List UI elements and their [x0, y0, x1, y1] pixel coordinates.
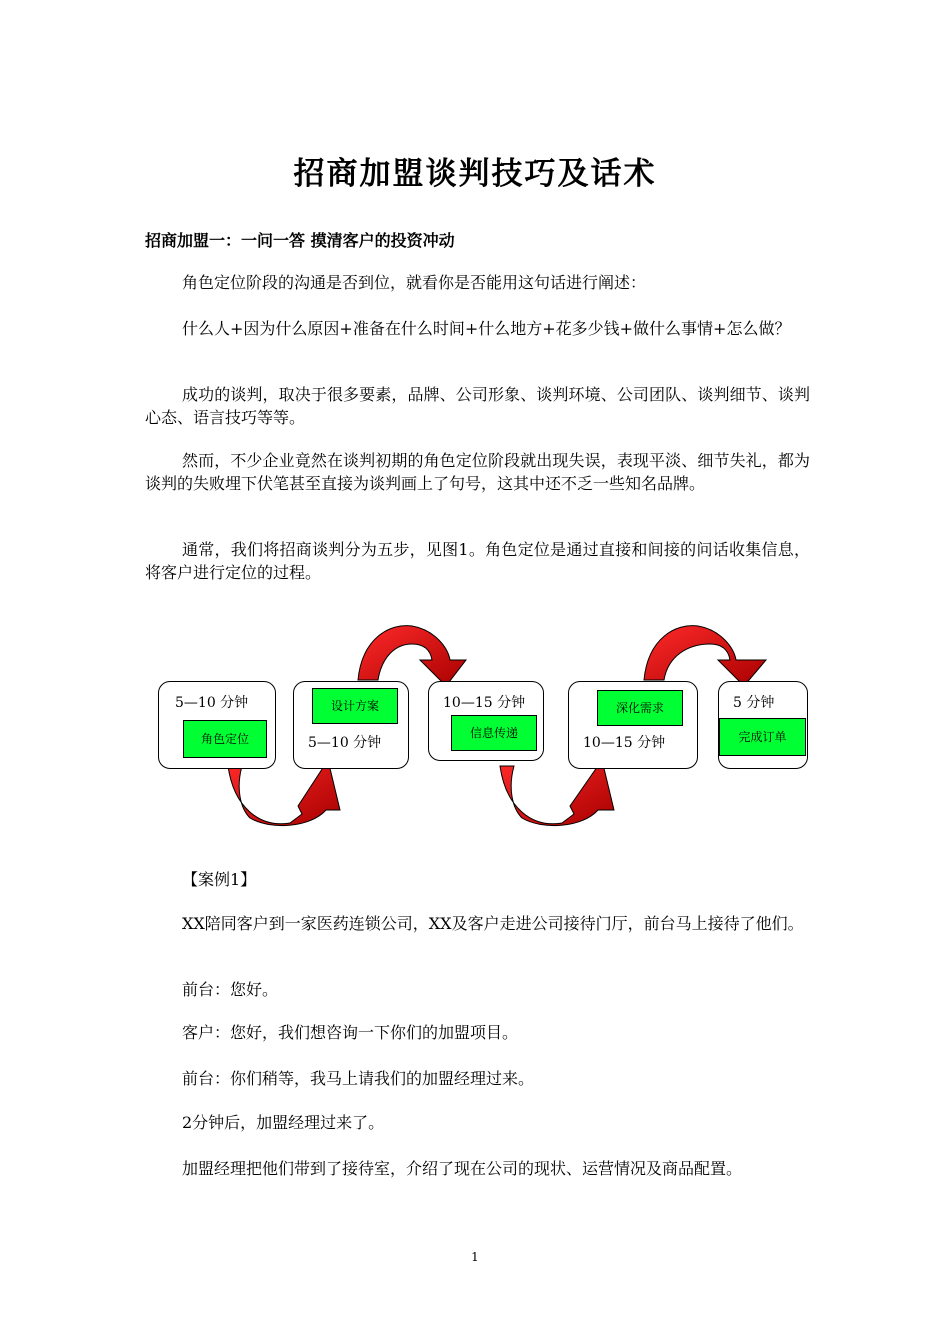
paragraph: 通常，我们将招商谈判分为五步，见图1。角色定位是通过直接和间接的问话收集信息，将客户进行定位的过程。	[145, 540, 810, 582]
step-box-2	[293, 681, 409, 769]
paragraph: 成功的谈判，取决于很多要素，品牌、公司形象、谈判环境、公司团队、谈判细节、谈判心态、语言技巧等等。	[145, 385, 810, 427]
paragraph: 前台：你们稍等，我马上请我们的加盟经理过来。	[182, 1069, 535, 1088]
step-label: 角色定位	[183, 720, 267, 758]
step-box-1	[158, 681, 276, 769]
step-time: 5 分钟	[733, 695, 775, 711]
step-label: 完成订单	[719, 718, 806, 756]
curved-arrow-icon	[358, 626, 466, 686]
section-heading: 招商加盟一：一问一答 摸清客户的投资冲动	[145, 231, 455, 250]
paragraph: 客户：您好，我们想咨询一下你们的加盟项目。	[182, 1023, 519, 1042]
step-label: 深化需求	[597, 690, 683, 726]
step-box-4	[568, 681, 698, 769]
curved-arrow-icon	[500, 760, 614, 826]
paragraph: 【案例1】	[182, 870, 257, 889]
paragraph: 然而，不少企业竟然在谈判初期的角色定位阶段就出现失误，表现平淡、细节失礼，都为谈判的失败埋下伏笔甚至直接为谈判画上了句号，这其中还不乏一些知名品牌。	[145, 451, 810, 493]
paragraph: 什么人+因为什么原因+准备在什么时间+什么地方+花多少钱+做什么事情+怎么做？	[182, 319, 791, 338]
paragraph: XX陪同客户到一家医药连锁公司，XX及客户走进公司接待门厅，前台马上接待了他们。	[182, 914, 804, 933]
step-box-5	[718, 681, 808, 769]
paragraph: 角色定位阶段的沟通是否到位，就看你是否能用这句话进行阐述：	[182, 273, 647, 292]
step-time: 10—15 分钟	[583, 735, 666, 751]
page-number: 1	[471, 1250, 479, 1264]
step-time: 5—10 分钟	[175, 695, 249, 711]
curved-arrow-icon	[644, 626, 766, 686]
page-title: 招商加盟谈判技巧及话术	[293, 156, 657, 192]
paragraph: 加盟经理把他们带到了接待室，介绍了现在公司的现状、运营情况及商品配置。	[182, 1159, 743, 1178]
negotiation-steps-diagram	[150, 618, 815, 833]
paragraph: 前台：您好。	[182, 980, 279, 999]
step-time: 10—15 分钟	[443, 695, 526, 711]
curved-arrow-icon	[228, 760, 340, 826]
step-label: 设计方案	[312, 688, 398, 724]
paragraph: 2分钟后，加盟经理过来了。	[182, 1113, 385, 1132]
step-box-3	[428, 681, 544, 761]
step-label: 信息传递	[451, 715, 537, 751]
step-time: 5—10 分钟	[308, 735, 382, 751]
